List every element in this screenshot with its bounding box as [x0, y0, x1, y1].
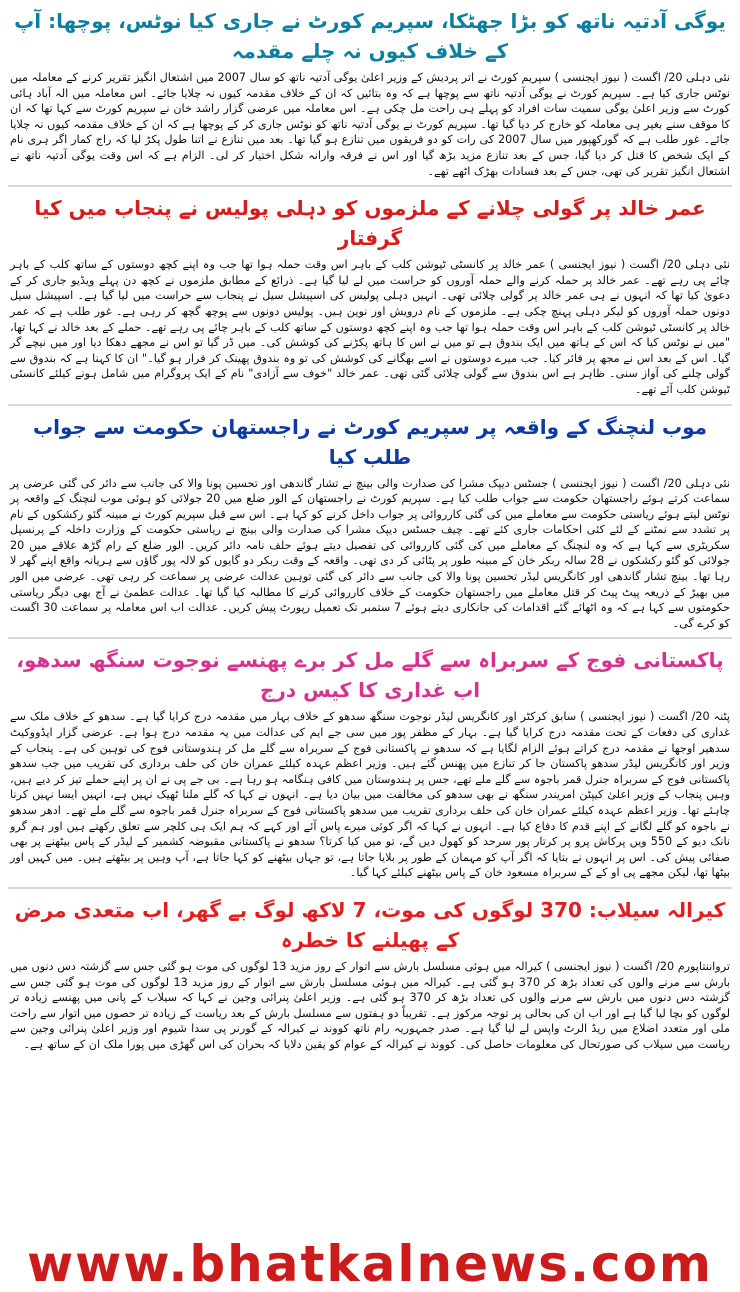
divider	[8, 404, 732, 406]
body-kerala-flood: ترواننتاپورم 20/ اگست ( نیوز ایجنسی ) کیرالہ میں ہوئی مسلسل بارش سے اتوار کے روز مزید 13 لوگوں کی موت ہو گئی جس سے گزشتہ دس دنوں میں بارش سے مرنے والوں کی تعداد بڑھ کر 370 ہو گئی ہے۔ کیرالہ میں ہوئی مسلسل بارش سے اتوار کے روز مزید 13 لوگوں کی موت ہو گئی جس سے گزشتہ دس دنوں میں بارش سے مرنے والوں کی تعداد بڑھ کر 370 ہو گئی ہے۔ وزیر اعلیٰ پنرائی وجین نے کہا کہ سیلاب کے پانی میں پھنسے زیادہ تر لوگوں کو بچا لیا گیا ہے اور اب ان کی بحالی پر توجہ مرکوز ہے۔ تقریباً دو ہفتوں سے مسلسل بارش کے بعد ریاست کے زیادہ تر حصوں میں اتوار سے راحت ملی اور متعدد اضلاع میں ریڈ الرٹ واپس لے لیا گیا ہے۔ صدر جمہوریہ رام ناتھ کووند نے کیرالہ کے گورنر پی سدا شیوم اور وزیر اعلیٰ پنرائی وجین سے ریاست میں سیلاب کی صورتحال کی معلومات حاصل کی۔ کووند نے کیرالہ کے عوام کو یقین دلایا کہ بحران کی اس گھڑی میں پورا ملک ان کے ساتھ ہے۔	[10, 959, 731, 1051]
footer-website-url[interactable]: www.bhatkalnews.com	[26, 1235, 714, 1292]
headline-yogi: یوگی آدتیہ ناتھ کو بڑا جھٹکا، سپریم کورٹ نے جاری کیا نوٹس، پوچھا: آپ کے خلاف کیوں نہ چلے مقدمہ	[14, 9, 726, 63]
body-mob-lynching: نئی دہلی 20/ اگست ( نیوز ایجنسی ) جسٹس دیپک مشرا کی صدارت والی بینچ نے تشار گاندھی اور تحسین پونا والا کی جانب سے دائر کی گئی عرضی پر سماعت کرتے ہوئے راجستھان حکومت سے جواب طلب کیا ہے۔ سپریم کورٹ نے راجستھان کے الور ضلع میں 20 جولائی کو ہوئی موب لنچنگ کے واقعہ پر نوٹس لیتے ہوئے ریاستی حکومت سے معاملے میں کی گئی کارروائی پر جواب داخل کرنے کو کہا ہے۔ اس سے قبل سپریم کورٹ نے مبینہ گئو رکشکوں کے نام پر تشدد سے نمٹنے کے لئے کئی احکامات جاری کئے تھے۔ چیف جسٹس دیپک مشرا کی صدارت والی بینچ نے ریاستی حکومت کے وزارت داخلہ کے پرنسپل سکریٹری سے کہا ہے کہ وہ لنچنگ کے معاملے میں کی گئی کارروائی کی تفصیل دیتے ہوئے حلف نامہ دائر کریں۔ الور ضلع کے رام گڑھ علاقے میں 20 جولائی کو گئو رکشکوں نے 28 سالہ ربکر خان کے مبینہ طور پر پٹائی کر دی تھی۔ واقعہ کے وقت ربکر دو گایوں کو لالہ پور گاؤں سے ہریانہ واقع اپنے گھر لا رہا تھا۔ بینچ تشار گاندھی اور کانگریس لیڈر تحسین پونا والا کی جانب سے دائر کی گئی توہین عدالت عرضی پر سماعت کر رہی تھی۔ عرضی میں الور میں بھیڑ کے ذریعہ پیٹ پیٹ کر قتل معاملے میں راجستھان حکومت کے خلاف کارروائی کرنے کا مطالبہ کیا گیا تھا۔ عدالت عظمیٰ نے آج بھی دیگر ریاستی حکومتوں سے کہا ہے کہ وہ اٹھائے گئے اقدامات کی جانکاری دیتے ہوئے 7 ستمبر تک تعمیل رپورٹ پیش کریں۔ عدالت اب اس معاملہ پر سماعت 30 اگست کو کرے گی۔	[10, 476, 730, 630]
article-yogi	[8, 6, 732, 179]
divider	[8, 185, 732, 187]
headline-sidhu: پاکستانی فوج کے سربراہ سے گلے مل کر برے پھنسے نوجوت سنگھ سدھو، اب غداری کا کیس درج	[16, 648, 724, 703]
newspaper-page	[0, 6, 740, 1292]
article-mob-lynching	[8, 412, 732, 632]
article-umar-khalid	[8, 193, 732, 397]
divider	[8, 887, 732, 889]
body-umar-khalid: نئی دہلی 20/ اگست ( نیوز ایجنسی ) عمر خالد پر کانسٹی ٹیوشن کلب کے باہر اس وقت حملہ ہوا تھا جب وہ اپنے کچھ دوستوں کے ساتھ کلب کے باہر چائے پی رہے تھے۔ عمر خالد پر حملہ کرنے والے حملہ آوروں کو حراست میں لے لیا گیا ہے۔ ذرائع کے مطابق ملزموں نے کچھ دن پہلے ویڈیو جاری کر کے دعویٰ کیا تھا کہ انہوں نے ہی عمر خالد پر گولی چلائی تھی۔ انہیں دہلی پولیس کی اسپیشل سیل نے پنجاب سے حراست میں لیا گیا ہے۔ اسپیشل سیل دونوں حملہ آوروں کو لیکر دہلی پہنچ چکی ہے۔ ملزموں کے نام درویش اور نوین ہیں۔ پولیس دونوں سے پوچھ گچھ کر رہی ہے۔ غور طلب ہے کہ عمر خالد پر کانسٹی ٹیوشن کلب کے باہر اس وقت حملہ ہوا تھا جب وہ اپنے کچھ دوستوں کے ساتھ کلب کے باہر چائے پی رہے تھے۔ حملے کے بعد خالد نے کہا تھا، "میں نے نوٹس کیا کہ اس کے ہاتھ میں ایک بندوق ہے تو میں نے اس کا ہاتھ پکڑنے کی کوشش کی۔ میں ڈر گیا تو اس نے مجھے دھکا دیا اور میں نیچے گر گیا۔ اس کے بعد اس نے مجھ پر فائر کیا۔ جب میرے دوستوں نے اسے بھگانے کی کوشش کی تو وہ بندوق پھینک کر فرار ہو گیا۔" ان کا کہنا ہے کہ بندوق سے گولی چلنے کی آواز سنی۔ ظاہر ہے اس بندوق سے گولی چلائی گئی تھی۔ عمر خالد "خوف سے آزادی" نام کے ایک پروگرام میں شامل ہونے کیلئے کانسٹی ٹیوشن کلب آئے تھے۔	[10, 258, 730, 396]
headline-umar-khalid: عمر خالد پر گولی چلانے کے ملزموں کو دہلی پولیس نے پنجاب میں کیا گرفتار	[34, 196, 706, 251]
article-sidhu	[8, 645, 732, 881]
body-sidhu: پٹنہ 20/ اگست ( نیوز ایجنسی ) سابق کرکٹر اور کانگریس لیڈر نوجوت سنگھ سدھو کے خلاف بہار میں مقدمہ درج کرایا گیا ہے۔ سدھو کے خلاف ملک سے غداری کی دفعات کے تحت مقدمہ درج کرایا گیا ہے۔ بہار کے مظفر پور میں سی جے ایم کی عدالت میں یہ مقدمہ درج ہوا ہے۔ عرضی گزار ایڈووکیٹ سدھیر اوجھا نے مقدمہ درج کراتے ہوئے الزام لگایا ہے کہ سدھو نے پاکستانی فوج کے سربراہ سے گلے مل کر ہندوستانی فوج کی توہین کی ہے۔ پنجاب کے وزیر اور کانگریس لیڈر سدھو پاکستان جا کر تنازع میں پھنس گئے ہیں۔ وزیر اعظم عہدہ کیلئے عمران خان کی حلف برداری کی تقریب میں جب سدھو پاکستانی فوج کے سربراہ جنرل قمر باجوہ سے گلے ملے تھے، جس پر ہندوستان میں کافی ہنگامہ ہو رہا ہے۔ بی جے پی نے ان پر اپنے حملے تیز کر دیے ہیں، وہیں پنجاب کے وزیر اعلیٰ کیپٹن امریندر سنگھ نے بھی سدھو کی مخالفت میں بیان دیا ہے۔ انہوں نے کہا کہ گلے ملنا ٹھیک نہیں ہے، انہیں ایسا نہیں کرنا چاہئے تھا۔ وزیر اعظم عہدہ کیلئے عمران خان کی حلف برداری تقریب میں سدھو پاکستانی فوج کے سربراہ جنرل قمر باجوہ سے گلے ملے تھے۔ ادھر سدھو نے باجوہ کو گلے لگانے کے اپنے قدم کا دفاع کیا ہے۔ انہوں نے کہا کہ اگر کوئی میرے پاس آئے اور کہے کہ ہم ایک ہی کلچر سے تعلق رکھتے ہیں اور ہم گرو نانک دیو کے 550 ویں پرکاش پرو پر کرتار پور سرحد کو کھول دیں گے، تو میں کیا کرتا؟ سدھو نے پاکستانی مقبوضہ کشمیر کے لیڈر کے پاس بیٹھنے پر بھی صفائی پیش کی۔ اس پر انہوں نے بتایا کہ اگر آپ کو مہمان کے طور پر بلایا جاتا ہے، تو جہاں بیٹھنے کو کہا جاتا ہے، آپ وہیں پر بیٹھتے ہیں۔ میں کہیں اور بیٹھا تھا، لیکن مجھے پی او کے کے سربراہ مسعود خان کے پاس بیٹھنے کیلئے کہا گیا۔	[10, 710, 730, 880]
article-kerala-flood	[8, 895, 732, 1053]
divider	[8, 637, 732, 639]
headline-kerala-flood: کیرالہ سیلاب: 370 لوگوں کی موت، 7 لاکھ لوگ بے گھر، اب متعدی مرض کے پھیلنے کا خطرہ	[14, 897, 726, 952]
headline-mob-lynching: موب لنچنگ کے واقعہ پر سپریم کورٹ نے راجستھان حکومت سے جواب طلب کیا	[32, 414, 708, 469]
body-yogi: نئی دہلی 20/ اگست ( نیوز ایجنسی ) سپریم کورٹ نے اتر پردیش کے وزیر اعلیٰ یوگی آدتیہ ناتھ کو سال 2007 میں اشتعال انگیز تقریر کرنے کے معاملہ میں نوٹس جاری کیا ہے۔ سپریم کورٹ نے یوگی آدتیہ ناتھ سے پوچھا ہے کہ وہ بتائیں کہ ان کے خلاف مقدمہ کیوں نہ چلایا جائے۔ اس معاملہ میں الہ آباد ہائی کورٹ سے وزیر اعلیٰ یوگی سمیت سات افراد کو پہلے ہی راحت مل چکی ہے۔ اس معاملہ میں عرضی گزار راشد خان نے سپریم کورٹ سے کہا تھا کہ ان کا موقف سنے بغیر ہی معاملہ کو خارج کر دیا گیا تھا۔ سپریم کورٹ نے یوگی آدتیہ ناتھ کو نوٹس جاری کر کے پوچھا ہے کہ ان کے خلاف مقدمہ کیوں نہ چلایا جائے۔ غور طلب ہے کہ گورکھپور میں سال 2007 کی رات کو دو فریقوں میں تنازع ہو گیا تھا۔ بعد میں تنازع نے اتنا طول پکڑ لیا کہ راج کمار اگر ہری نام کے ایک شخص کا قتل کر دیا گیا، جس کے بعد تنازع مزید بڑھ گیا اور اس نے فرقہ وارانہ شکل اختیار کر لی۔ الزام ہے کہ اس وقت یوگی آدتیہ ناتھ نے اشتعال انگیز تقریر کی تھی، جس کے بعد فسادات بھڑک اٹھے تھے۔	[10, 71, 730, 178]
